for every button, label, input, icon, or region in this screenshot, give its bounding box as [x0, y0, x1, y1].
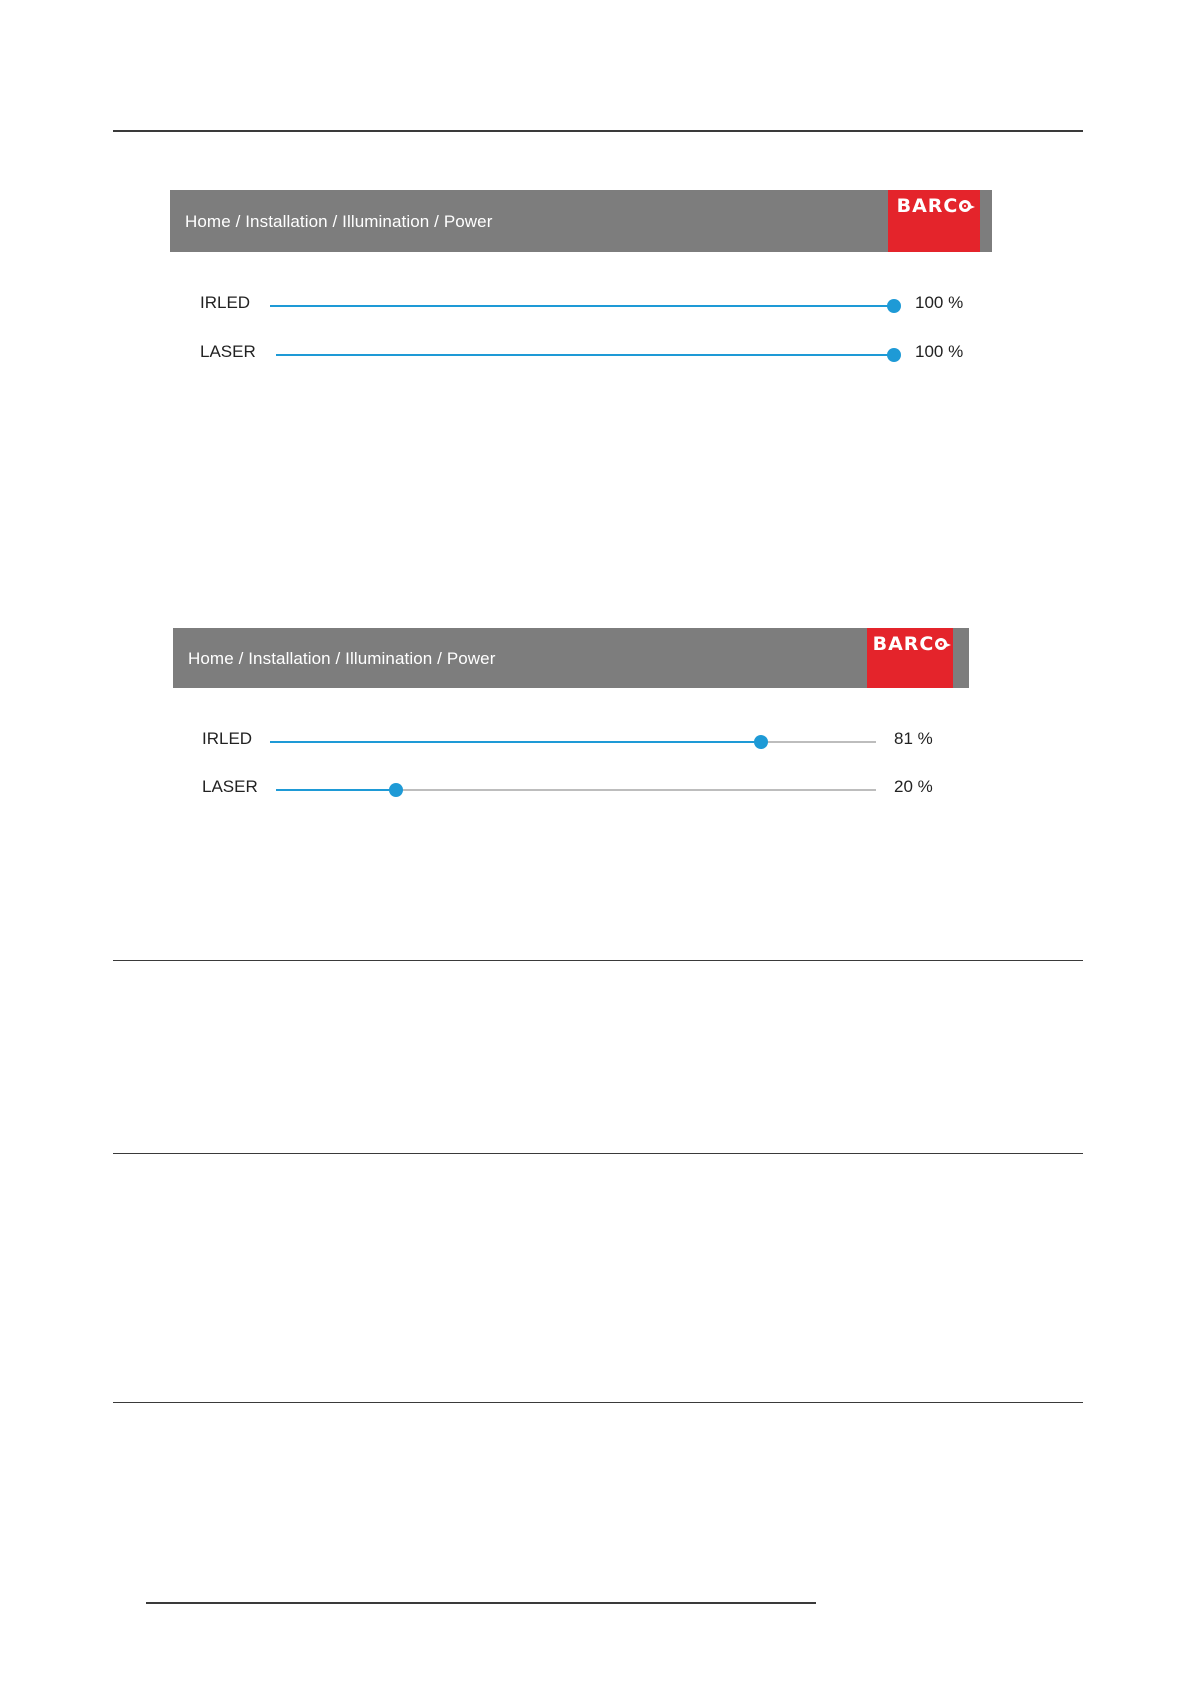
irled-slider[interactable] — [270, 305, 894, 307]
laser-label: LASER — [200, 342, 256, 361]
panel-header — [173, 628, 969, 688]
irled-label: IRLED — [202, 729, 253, 748]
irled-slider-thumb[interactable] — [887, 299, 901, 313]
panel-header — [170, 190, 992, 252]
footer-rule — [146, 1602, 816, 1604]
irled-label: IRLED — [200, 293, 251, 312]
laser-slider-thumb[interactable] — [887, 348, 901, 362]
laser-slider[interactable] — [276, 789, 876, 791]
barco-logo — [867, 628, 953, 688]
barco-logo-mark: BARC — [873, 633, 948, 655]
irled-slider-row — [202, 729, 962, 753]
irled-slider[interactable] — [270, 741, 876, 743]
irled-slider-fill — [270, 741, 761, 743]
illumination-power-panel — [170, 190, 992, 380]
top-rule — [113, 130, 1083, 132]
laser-slider-row — [202, 777, 962, 801]
section-divider — [113, 960, 1083, 961]
barco-logo-mark: BARC — [897, 195, 972, 217]
irled-value: 81 % — [894, 729, 933, 748]
laser-slider[interactable] — [276, 354, 894, 356]
irled-slider-thumb[interactable] — [754, 735, 768, 749]
laser-slider-thumb[interactable] — [389, 783, 403, 797]
breadcrumb: Home / Installation / Illumination / Power — [185, 212, 493, 231]
barco-logo — [888, 190, 980, 252]
laser-slider-row — [200, 342, 980, 366]
barco-eye-icon — [959, 200, 971, 212]
laser-value: 100 % — [915, 342, 964, 361]
irled-value: 100 % — [915, 293, 964, 312]
illumination-power-panel — [173, 628, 969, 818]
laser-label: LASER — [202, 777, 258, 796]
section-divider — [113, 1402, 1083, 1403]
laser-slider-fill — [276, 354, 894, 356]
breadcrumb: Home / Installation / Illumination / Power — [188, 649, 496, 668]
barco-eye-icon — [935, 638, 947, 650]
section-divider — [113, 1153, 1083, 1154]
laser-slider-fill — [276, 789, 396, 791]
laser-value: 20 % — [894, 777, 933, 796]
irled-slider-row — [200, 293, 980, 317]
irled-slider-fill — [270, 305, 894, 307]
